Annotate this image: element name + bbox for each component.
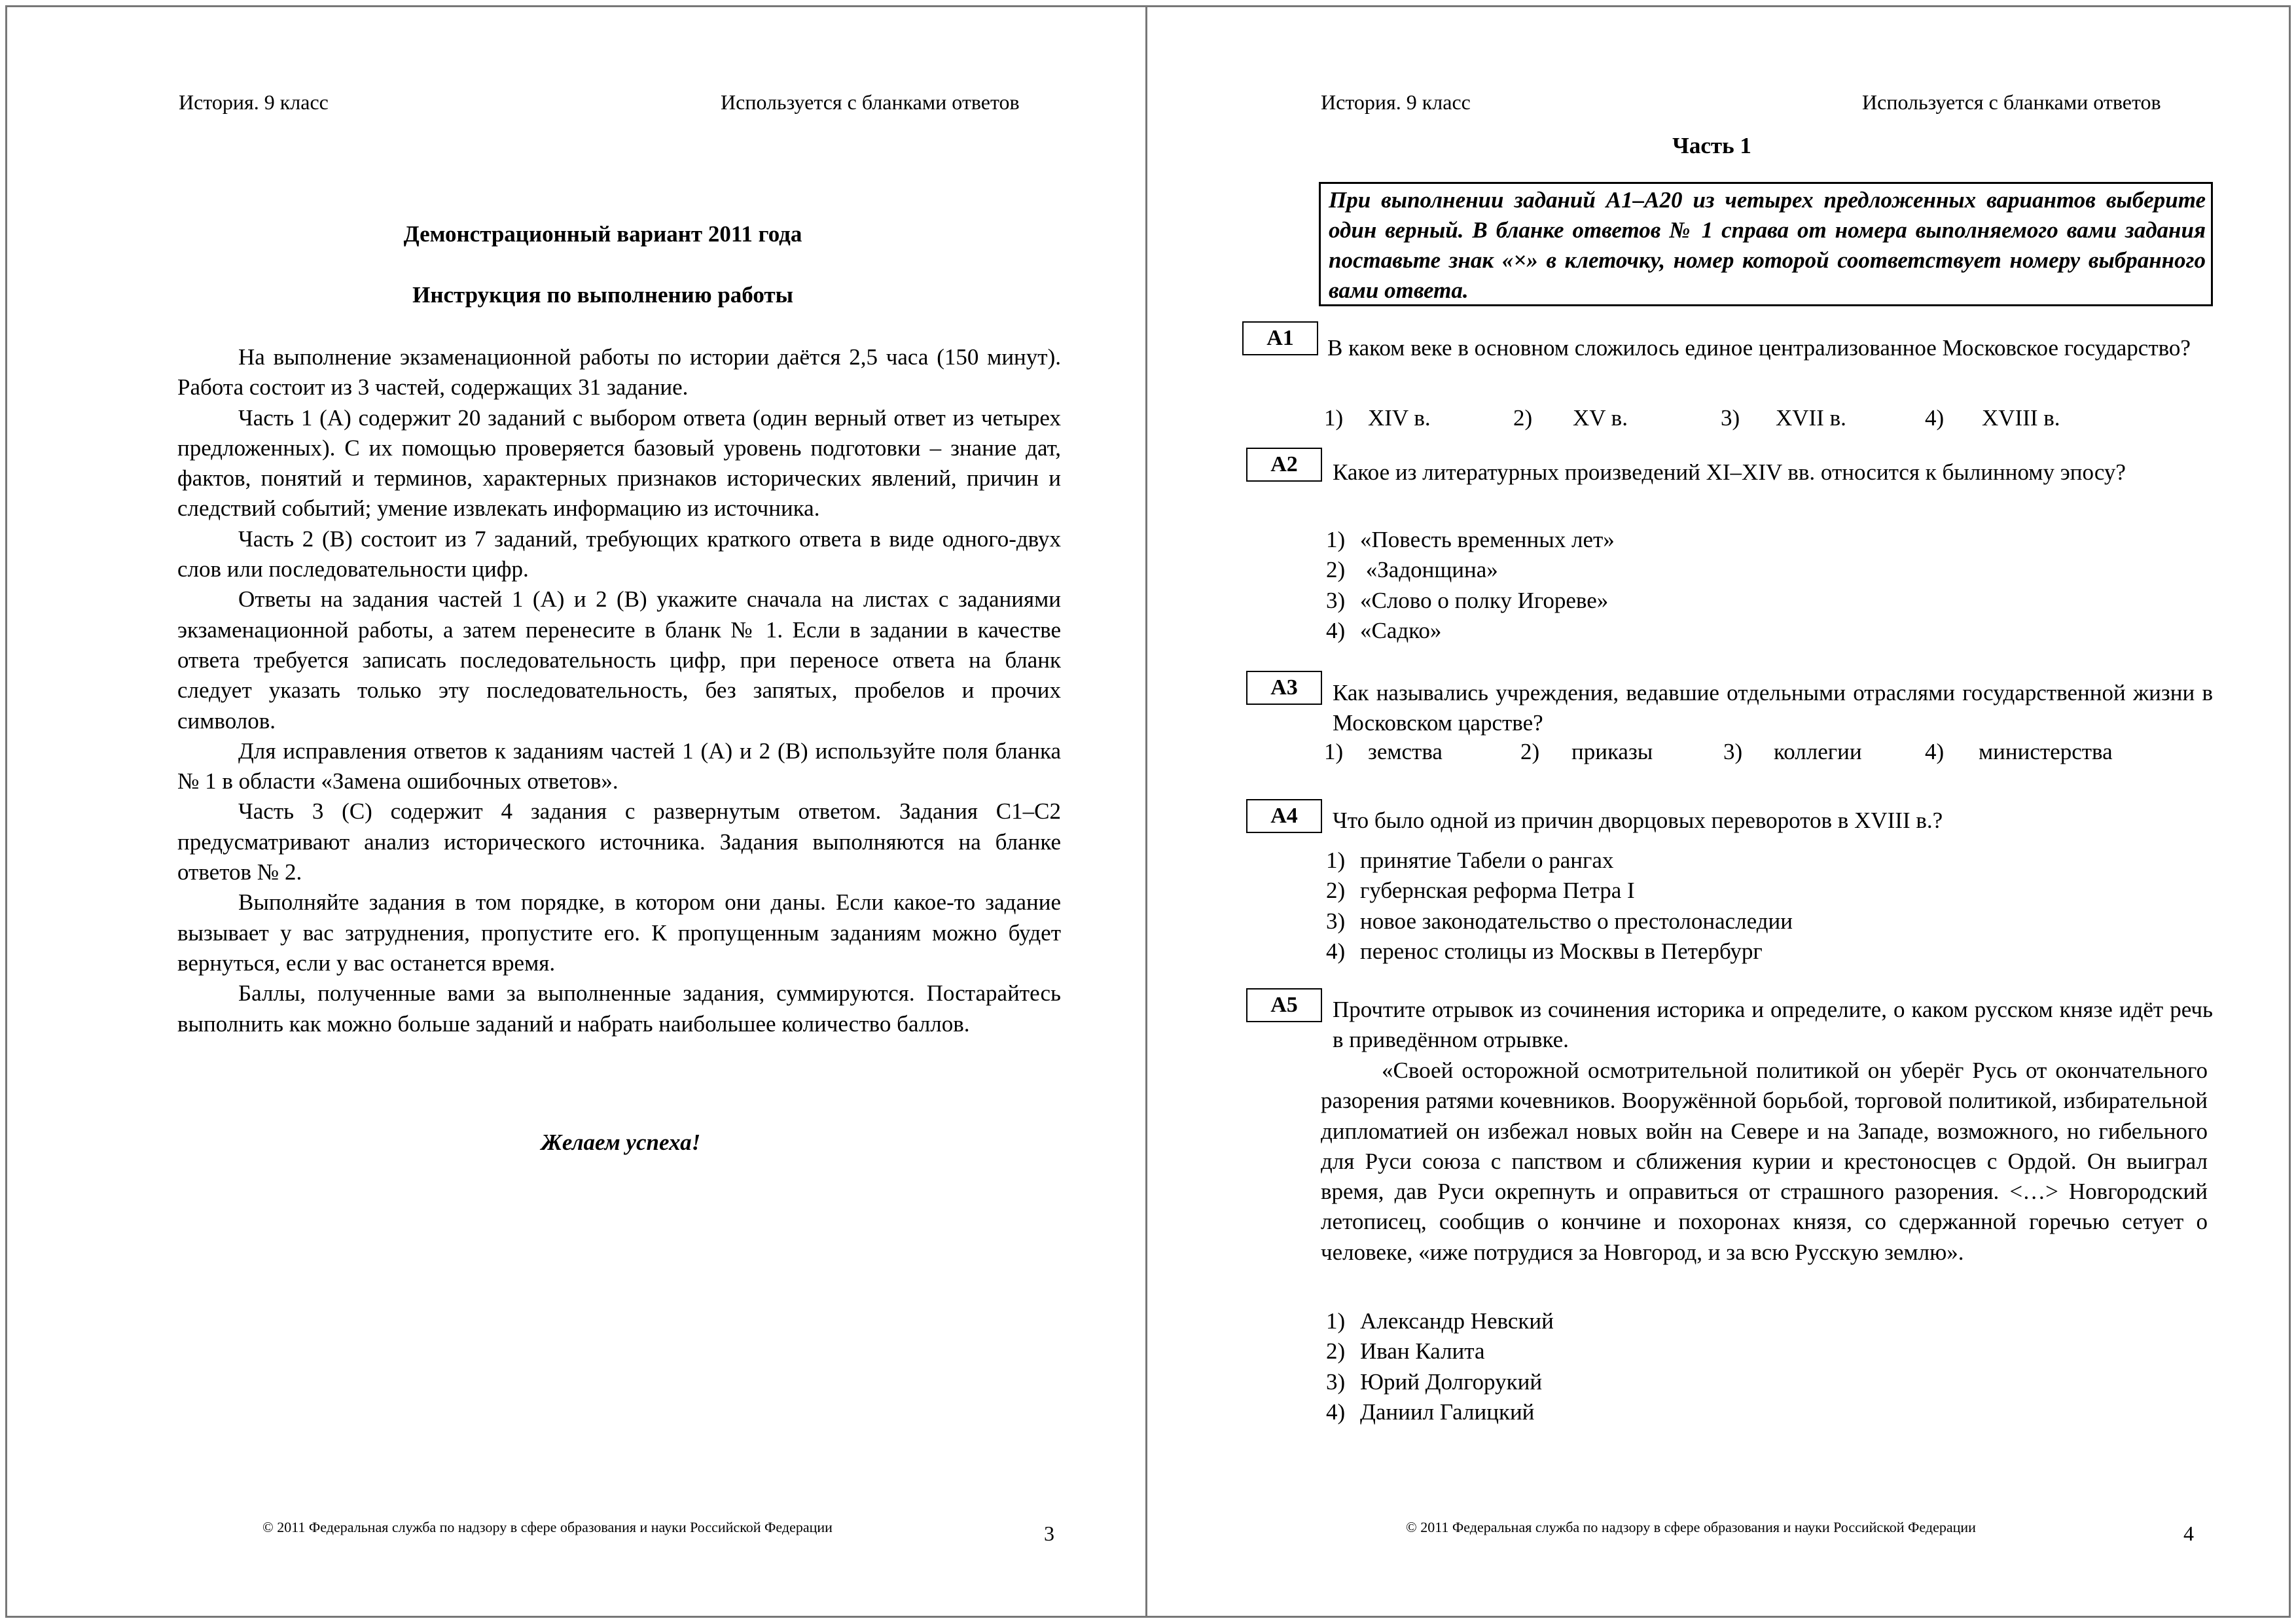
answer-option: 1) принятие Табели о рангах [1326, 847, 1614, 873]
answer-options [1326, 1306, 1554, 1427]
page-4 [1145, 5, 2291, 1618]
answer-option-text: приказы [1571, 739, 1653, 764]
question-number-box: А1 [1242, 321, 1318, 355]
option-number: 2) [1520, 739, 1540, 764]
answer-option: 2) губернская реформа Петра I [1326, 878, 1635, 904]
page-number: 4 [2183, 1522, 2194, 1545]
header-note: Используется с бланками ответов [721, 90, 1020, 114]
paragraph: На выполнение экзаменационной работы по истории даётся 2,5 часа (150 минут). Работа состоит из 3 частей, содержащих 31 задание. [177, 344, 1061, 401]
answer-option-text: министерства [1979, 739, 2113, 764]
option-number: 4) [1925, 739, 1945, 764]
answer-option-text: земства [1368, 739, 1443, 764]
answer-option: 2) Иван Калита [1326, 1338, 1485, 1364]
answer-option: 4) перенос столицы из Москвы в Петербург [1326, 938, 1763, 964]
paragraph: Часть 3 (С) содержит 4 задания с развернутым ответом. Задания С1–С2 предусматривают анализ исторического источника. Задания выполняются на бланке ответов № 2. [177, 798, 1061, 885]
answer-option-text: XIV в. [1368, 405, 1431, 431]
answer-option [1324, 405, 1343, 431]
option-number: 1) [1324, 405, 1344, 431]
paragraph: Для исправления ответов к заданиям частей 1 (А) и 2 (В) используйте поля бланка № 1 в области «Замена ошибочных ответов». [177, 738, 1061, 794]
paragraph: Выполняйте задания в том порядке, в котором они даны. Если какое-то задание вызывает у вас затруднения, пропустите его. К пропущенным заданиям можно будет вернуться, если у вас останется время. [177, 889, 1061, 976]
answer-option: 3) Юрий Долгорукий [1326, 1368, 1543, 1395]
question-number-box: А2 [1246, 448, 1322, 482]
question-text: Какое из литературных произведений XI–XIV вв. относится к былинному эпосу? [1333, 459, 2126, 485]
question-number-box: А4 [1246, 799, 1322, 833]
answer-options [1326, 846, 1793, 967]
closing-wish: Желаем успеха! [541, 1130, 701, 1155]
answer-options [1326, 525, 1615, 646]
paragraph: Часть 2 (В) состоит из 7 заданий, требующих краткого ответа в виде одного-двух слов или последовательности цифр. [177, 526, 1061, 582]
question-number-box: А3 [1246, 671, 1322, 705]
paragraph: Часть 1 (А) содержит 20 заданий с выбором ответа (один верный ответ из четырех предложенных). С их помощью проверяется базовый уровень подготовки – знание дат, фактов, понятий и терминов, характерных признаков исторических явлений, причин и следствий событий; умение извлекать информацию из источника. [177, 404, 1061, 522]
historian-quote: «Своей осторожной осмотрительной политикой он уберёг Русь от окончательного разорения ратями кочевников. Вооружённой борьбой, торговой политикой, избирательной дипломатией он избежал новых войн на Севере и на Западе, возможного, но гибельного для Руси союза с папством и сближения курии и крестоносцев с Ордой. Он выиграл время, дав Руси окрепнуть и оправиться от страшного разорения. <…> Новгородский летописец, сообщив о кончине и похоронах князя, со сдержанной горечью сетует о человеке, «иже потрудися за Новгород, и за всю Русскую землю». [1321, 1058, 2208, 1265]
instruction-title: Инструкция по выполнению работы [412, 282, 793, 308]
option-number: 3) [1721, 405, 1740, 431]
question-text: Что было одной из причин дворцовых переворотов в XVIII в.? [1333, 808, 1943, 833]
option-number: 3) [1723, 739, 1743, 764]
option-number: 4) [1925, 405, 1945, 431]
page-number: 3 [1044, 1522, 1054, 1545]
header-note: Используется с бланками ответов [1862, 90, 2161, 114]
part-instruction-box: При выполнении заданий А1–А20 из четырех предложенных вариантов выберите один верный. В бланке ответов № 1 справа от номера выполняемого вами задания поставьте знак «×» в клеточку, номер которой соответствует номеру выбранного вами ответа. [1319, 182, 2213, 306]
page-3 [5, 5, 1152, 1618]
answer-option: 2) «Задонщина» [1326, 557, 1498, 583]
answer-option-text: XV в. [1573, 405, 1628, 431]
answer-option: 4) «Садко» [1326, 617, 1442, 643]
option-number: 1) [1324, 739, 1344, 764]
answer-option: 4) Даниил Галицкий [1326, 1399, 1535, 1425]
copyright-footer: © 2011 Федеральная служба по надзору в сфере образования и науки Российской Федерации [1406, 1519, 1976, 1535]
answer-option-text: XVII в. [1776, 405, 1846, 431]
paragraph: Баллы, полученные вами за выполненные задания, суммируются. Постарайтесь выполнить как можно больше заданий и набрать наибольшее количество баллов. [177, 980, 1061, 1037]
question-text: Как назывались учреждения, ведавшие отдельными отраслями государственной жизни в Московском царстве? [1333, 680, 2213, 736]
header-subject: История. 9 класс [1321, 90, 1471, 114]
paragraph: Ответы на задания частей 1 (А) и 2 (В) укажите сначала на листах с заданиями экзаменационной работы, а затем перенесите в бланк № 1. Если в задании в качестве ответа требуется записать последовательность цифр, при переносе ответа на бланк следует указать только эту последовательность, без запятых, пробелов и прочих символов. [177, 586, 1061, 734]
option-number: 2) [1513, 405, 1533, 431]
question-text: В каком веке в основном сложилось единое централизованное Московское государство? [1327, 335, 2191, 361]
answer-option-text: коллегии [1774, 739, 1862, 764]
answer-option: 3) «Слово о полку Игореве» [1326, 587, 1609, 613]
document-title: Демонстрационный вариант 2011 года [403, 221, 802, 247]
part-title: Часть 1 [1672, 133, 1751, 158]
instruction-body [177, 342, 1061, 1039]
answer-option: 1) «Повесть временных лет» [1326, 527, 1615, 552]
copyright-footer: © 2011 Федеральная служба по надзору в сфере образования и науки Российской Федерации [262, 1519, 833, 1535]
answer-option-text: XVIII в. [1982, 405, 2060, 431]
answer-option: 1) Александр Невский [1326, 1308, 1554, 1334]
question-text: Прочтите отрывок из сочинения историка и определите, о каком русском князе идёт речь в приведённом отрывке. [1333, 997, 2213, 1053]
answer-option: 3) новое законодательство о престолонаследии [1326, 908, 1793, 934]
header-subject: История. 9 класс [179, 90, 329, 114]
question-number-box: А5 [1246, 988, 1322, 1022]
